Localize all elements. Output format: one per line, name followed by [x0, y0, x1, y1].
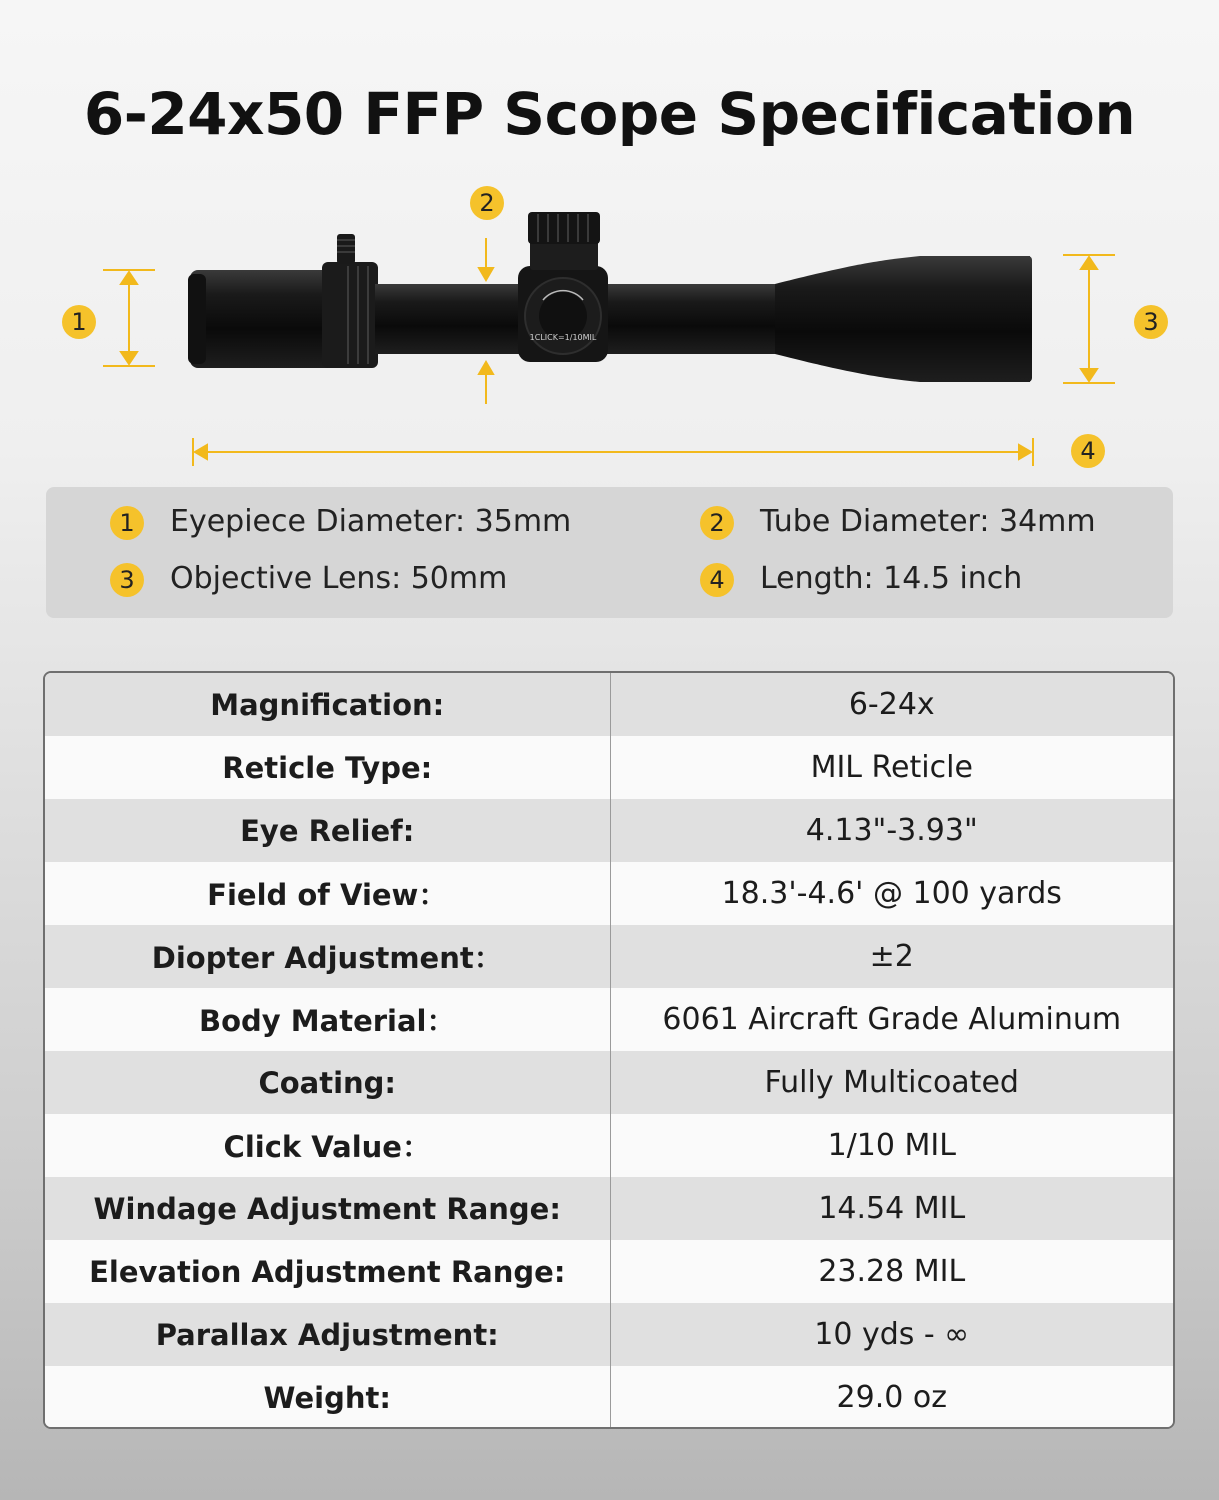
spec-value: 18.3'-4.6' @ 100 yards [610, 862, 1174, 925]
dimension-3-badge: 3 [110, 563, 144, 597]
spec-value: 1/10 MIL [610, 1114, 1174, 1177]
spec-label: Click Value： [223, 1130, 431, 1164]
spec-value: 29.0 oz [610, 1366, 1174, 1429]
scope-illustration [0, 170, 1219, 480]
spec-label: Eye Relief: [240, 813, 415, 848]
dimension-3-text: Objective Lens: 50mm [170, 561, 508, 596]
table-row [45, 862, 1173, 925]
table-row [45, 1051, 1173, 1114]
table-row [45, 1114, 1173, 1177]
table-row [45, 988, 1173, 1051]
table-row [45, 1366, 1173, 1429]
table-row [45, 736, 1173, 799]
spec-value: 23.28 MIL [610, 1240, 1174, 1303]
spec-value: MIL Reticle [610, 736, 1174, 799]
spec-label: Magnification: [210, 687, 445, 722]
spec-value: 6061 Aircraft Grade Aluminum [610, 988, 1174, 1051]
spec-value: 14.54 MIL [610, 1177, 1174, 1240]
dimension-2-text: Tube Diameter: 34mm [760, 504, 1096, 539]
dimension-1-text: Eyepiece Diameter: 35mm [170, 504, 572, 539]
marker-2-badge: 2 [470, 186, 504, 220]
dial-label: 1CLICK=1/10MIL [529, 333, 597, 342]
spec-label: Coating: [258, 1065, 397, 1100]
dimension-2-badge: 2 [700, 506, 734, 540]
scope-body [188, 212, 1032, 382]
spec-value: 4.13"-3.93" [610, 799, 1174, 862]
marker-4-badge: 4 [1071, 434, 1105, 468]
dimension-4-badge: 4 [700, 563, 734, 597]
spec-value: 10 yds - ∞ [610, 1303, 1174, 1366]
table-row [45, 925, 1173, 988]
marker-1-badge: 1 [62, 305, 96, 339]
spec-label: Weight: [263, 1380, 391, 1415]
dimension-4-text: Length: 14.5 inch [760, 561, 1023, 596]
dimensions-panel [46, 487, 1173, 618]
table-row [45, 1240, 1173, 1303]
spec-table [43, 671, 1175, 1429]
dimension-1-badge: 1 [110, 506, 144, 540]
table-row [45, 1303, 1173, 1366]
spec-value: Fully Multicoated [610, 1051, 1174, 1114]
page-title: 6-24x50 FFP Scope Specification [83, 80, 1136, 148]
table-row [45, 673, 1173, 736]
marker-3-badge: 3 [1134, 305, 1168, 339]
table-row [45, 799, 1173, 862]
scope-diagram [0, 170, 1219, 480]
spec-label: Diopter Adjustment： [151, 941, 503, 975]
spec-label: Elevation Adjustment Range: [89, 1254, 566, 1289]
spec-value: 6-24x [610, 673, 1174, 736]
spec-label: Field of View： [207, 878, 448, 912]
spec-label: Windage Adjustment Range: [93, 1191, 561, 1226]
table-row [45, 1177, 1173, 1240]
spec-label: Body Material： [199, 1004, 456, 1038]
spec-label: Reticle Type: [222, 750, 433, 785]
spec-value: ±2 [610, 925, 1174, 988]
spec-label: Parallax Adjustment: [155, 1317, 499, 1352]
